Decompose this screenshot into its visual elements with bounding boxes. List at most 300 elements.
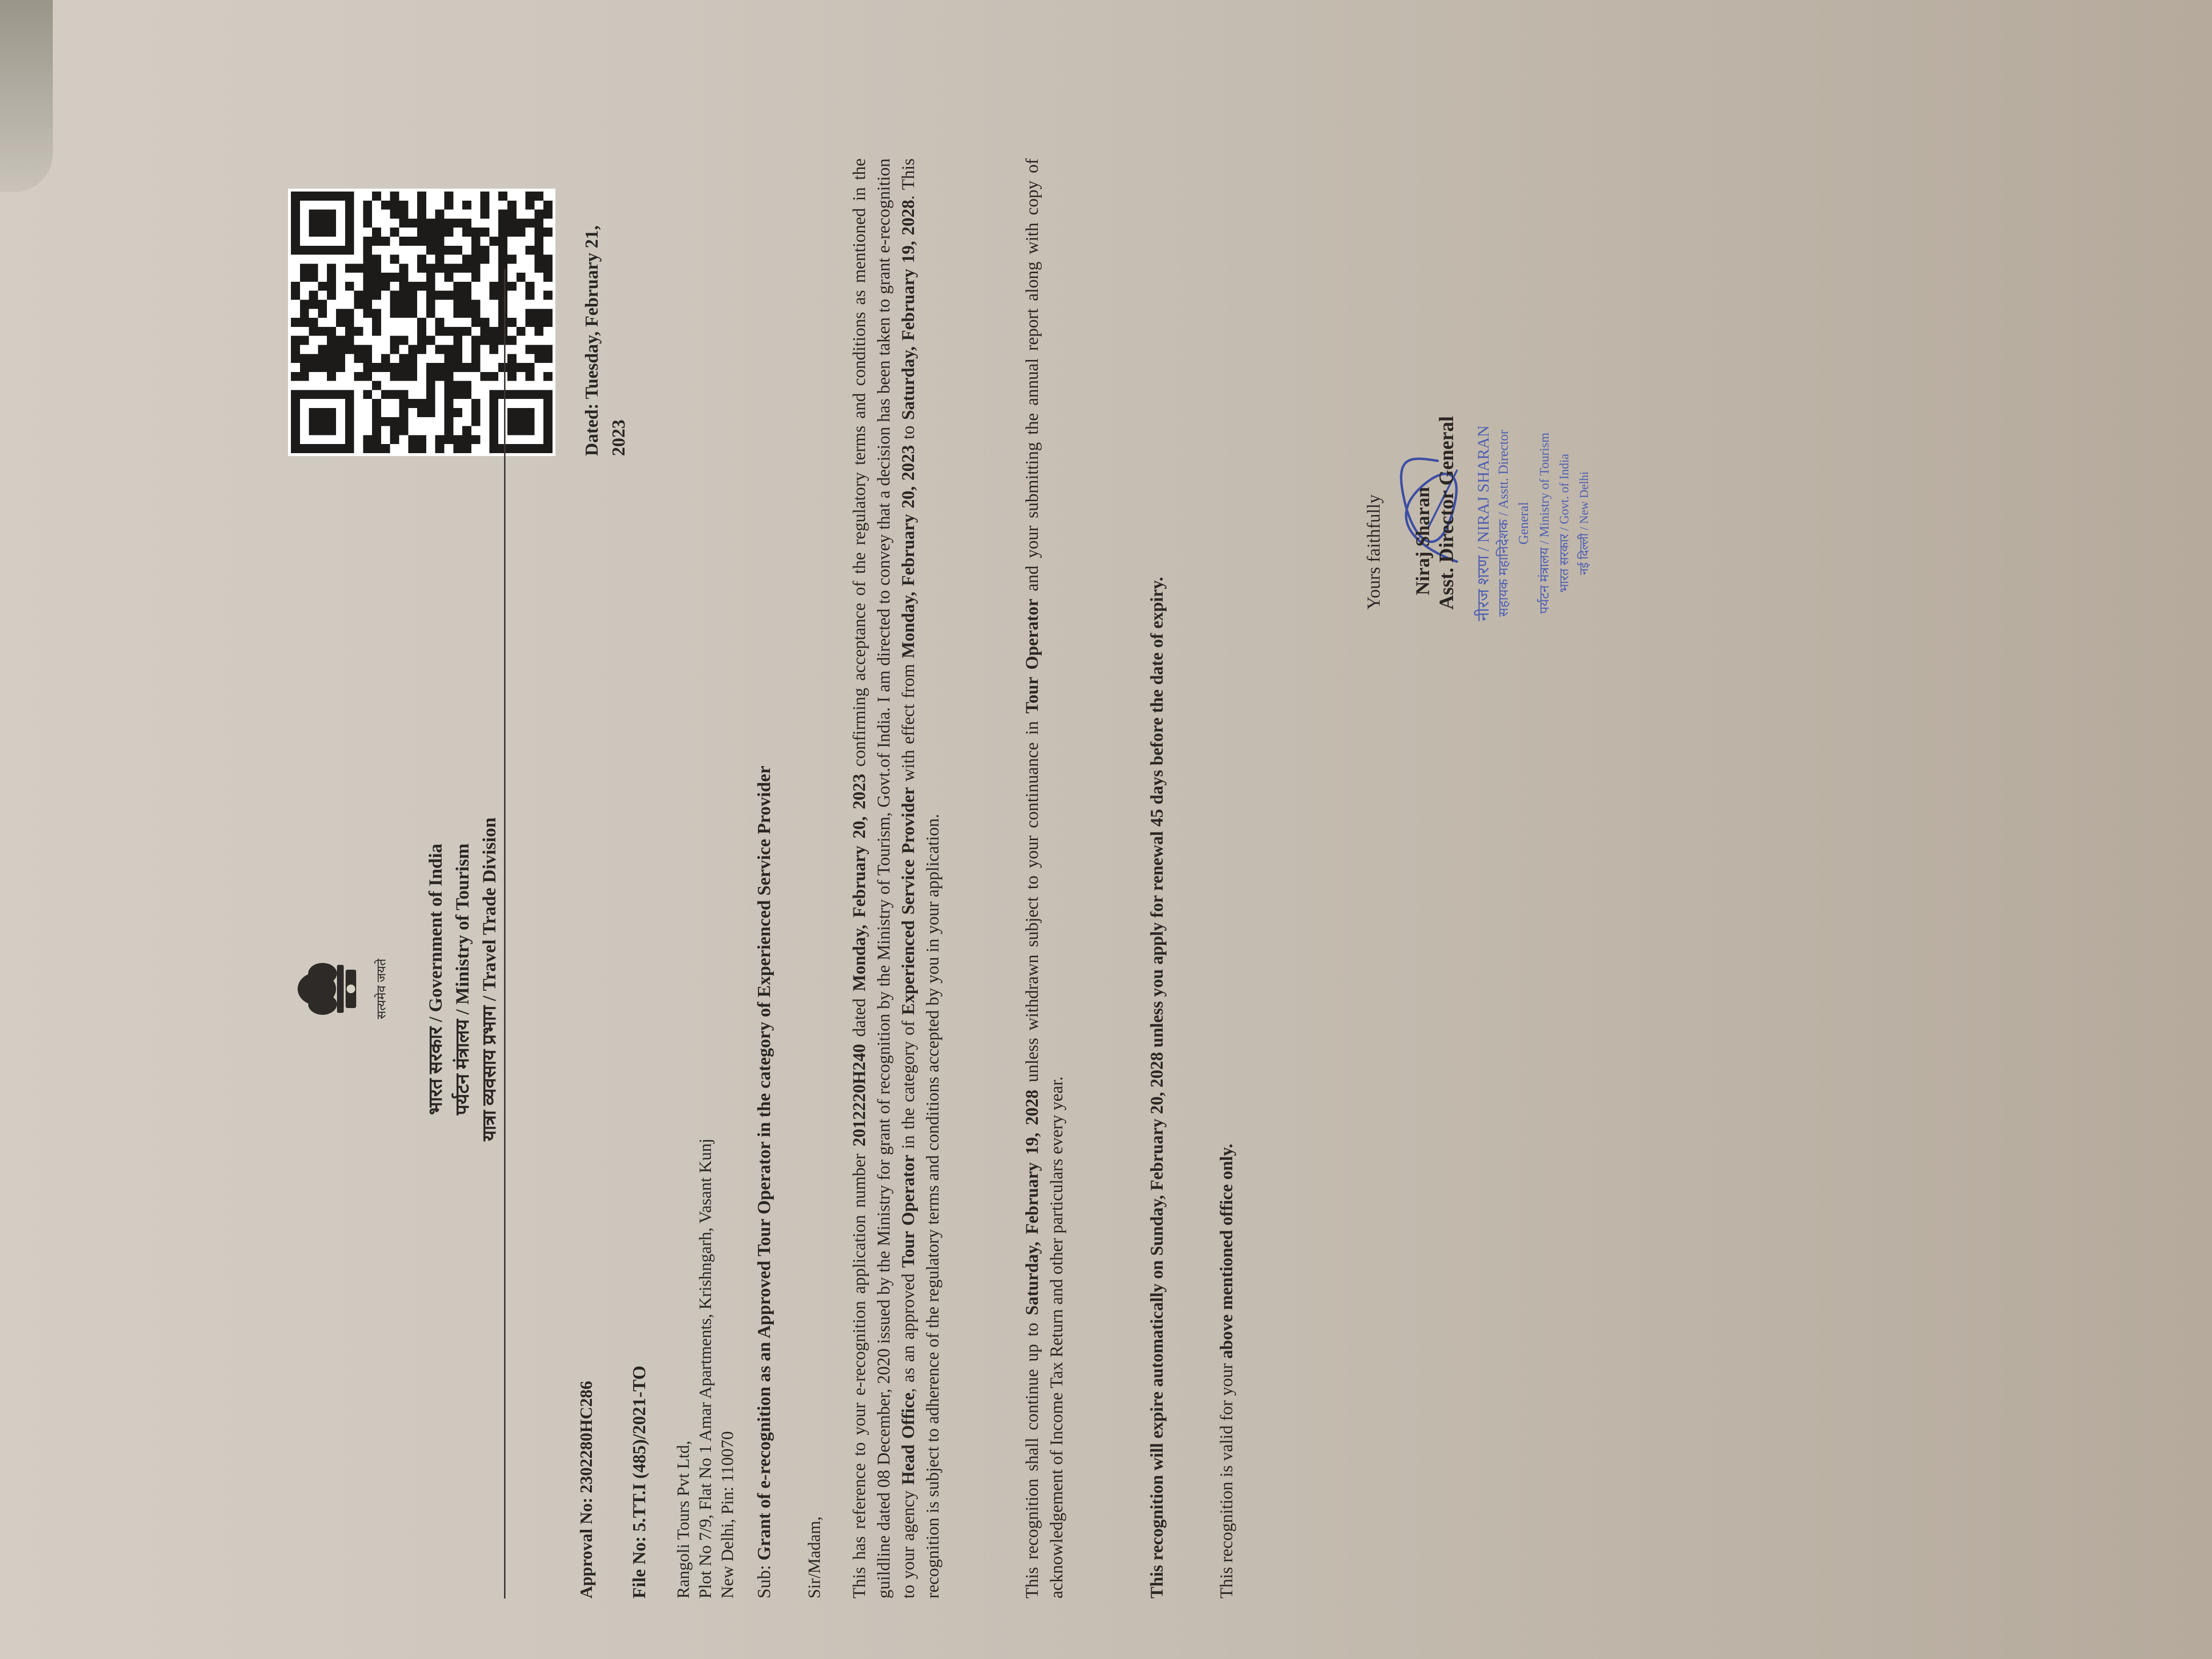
para2-text-3: and your submitting the annual report along with copy of acknowledgement of Income Tax Return and other particulars every year. (1022, 158, 1067, 1599)
qr-module (363, 363, 372, 372)
qr-module (444, 264, 453, 273)
qr-module (453, 444, 462, 453)
qr-module (534, 218, 543, 228)
qr-module (453, 408, 462, 417)
emblem-motto: सत्यमेव जयते (374, 959, 388, 1019)
qr-module (426, 336, 435, 345)
addressee-block (672, 1139, 738, 1599)
qr-module (534, 354, 543, 363)
para1-text-2: dated (850, 991, 869, 1044)
official-stamp (1474, 408, 1595, 638)
qr-module (453, 282, 462, 291)
qr-module (417, 336, 426, 345)
qr-module (381, 363, 390, 372)
qr-module (471, 264, 481, 273)
qr-module (444, 327, 453, 336)
qr-module (498, 327, 507, 336)
qr-module (526, 309, 535, 318)
qr-module (372, 255, 381, 264)
qr-module (318, 354, 327, 363)
qr-module (471, 408, 481, 417)
qr-module (372, 408, 381, 417)
qr-module (543, 354, 553, 363)
approval-number: Approval No: 2302280HC286 (577, 1381, 596, 1599)
qr-module (300, 309, 309, 318)
qr-module (498, 255, 507, 264)
qr-module (372, 444, 381, 453)
qr-code-icon (288, 189, 555, 456)
qr-module (543, 309, 553, 318)
qr-module (498, 192, 507, 201)
para2-text-1: This recognition shall continue up to (1022, 1315, 1042, 1599)
qr-module (399, 390, 409, 399)
qr-module (507, 363, 517, 372)
qr-module (345, 327, 354, 336)
qr-module (534, 255, 543, 264)
qr-module (336, 363, 345, 372)
qr-module (481, 210, 490, 219)
qr-module (399, 237, 409, 246)
qr-module (318, 345, 327, 354)
subject-line (754, 158, 775, 1599)
qr-module (462, 228, 471, 237)
qr-module (444, 363, 453, 372)
qr-module (462, 381, 471, 390)
qr-module (300, 363, 309, 372)
qr-module (453, 246, 462, 255)
qr-module (534, 327, 543, 336)
qr-module (363, 444, 372, 453)
qr-module (435, 255, 445, 264)
qr-module (498, 273, 507, 282)
qr-module (354, 264, 363, 273)
addressee-street: Plot No 7/9, Flat No 1 Amar Apartments, Krishngarh, Vasant Kunj (696, 1138, 715, 1599)
qr-module (435, 318, 445, 327)
qr-module (354, 345, 363, 354)
qr-module (435, 218, 445, 228)
background-shadow (0, 0, 53, 192)
qr-module (363, 345, 372, 354)
qr-module (471, 255, 481, 264)
qr-module (453, 218, 462, 228)
qr-module (309, 291, 318, 300)
qr-module (534, 237, 543, 246)
qr-module (372, 363, 381, 372)
qr-module (390, 309, 399, 318)
qr-module (426, 273, 435, 282)
qr-module (462, 327, 471, 336)
qr-module (408, 300, 417, 309)
qr-module (426, 309, 435, 318)
qr-module (345, 309, 354, 318)
qr-module (399, 399, 409, 408)
qr-module (543, 255, 553, 264)
qr-module (462, 282, 471, 291)
qr-module (399, 273, 409, 282)
qr-module (390, 372, 399, 381)
qr-module (291, 291, 300, 300)
qr-module (363, 201, 372, 210)
qr-module (471, 399, 481, 408)
qr-module (498, 228, 507, 237)
qr-module (462, 255, 471, 264)
qr-module (489, 345, 498, 354)
qr-module (444, 218, 453, 228)
qr-module (417, 345, 426, 354)
qr-module (345, 336, 354, 345)
qr-module (363, 372, 372, 381)
qr-module (381, 201, 390, 210)
qr-module (526, 246, 535, 255)
qr-module (390, 201, 399, 210)
qr-module (372, 318, 381, 327)
qr-module (444, 192, 453, 201)
qr-module (526, 201, 535, 210)
qr-module (327, 345, 336, 354)
qr-module (417, 435, 426, 444)
qr-module (453, 390, 462, 399)
qr-module (372, 399, 381, 408)
qr-module (372, 273, 381, 282)
qr-module (426, 264, 435, 273)
qr-module (309, 273, 318, 282)
qr-module (471, 435, 481, 444)
qr-module (462, 390, 471, 399)
qr-module (372, 237, 381, 246)
qr-module (399, 426, 409, 435)
qr-module (462, 291, 471, 300)
qr-module (390, 435, 399, 444)
qr-module (543, 264, 553, 273)
qr-module (489, 327, 498, 336)
qr-module (444, 426, 453, 435)
qr-module (435, 264, 445, 273)
qr-module (444, 291, 453, 300)
qr-module (399, 336, 409, 345)
qr-module (300, 354, 309, 363)
qr-module (534, 210, 543, 219)
qr-module (390, 390, 399, 399)
qr-module (507, 228, 517, 237)
qr-module (444, 345, 453, 354)
stamp-designation: सहायक महानिदेशक / Asstt. Director General (1496, 430, 1531, 617)
qr-module (526, 192, 535, 201)
qr-module (426, 372, 435, 381)
qr-module (471, 246, 481, 255)
qr-module (453, 327, 462, 336)
qr-module (363, 309, 372, 318)
qr-module (444, 246, 453, 255)
qr-module (426, 282, 435, 291)
para4-text-1: This recognition is valid for your (1217, 1358, 1237, 1599)
qr-module (408, 354, 417, 363)
qr-module (390, 273, 399, 282)
qr-module (471, 354, 481, 363)
qr-module (517, 218, 526, 228)
qr-module (309, 264, 318, 273)
qr-module (417, 237, 426, 246)
qr-module (381, 354, 390, 363)
qr-module (363, 300, 372, 309)
qr-module (471, 228, 481, 237)
qr-module (399, 210, 409, 219)
qr-module (327, 372, 336, 381)
qr-module (435, 372, 445, 381)
letterhead-government: भारत सरकार / Government of India (425, 843, 446, 1115)
qr-module (363, 246, 372, 255)
qr-module (408, 345, 417, 354)
qr-module (300, 300, 309, 309)
qr-module (363, 237, 372, 246)
qr-module (462, 218, 471, 228)
file-number: File No: 5.TT.I (485)/2021-TO (629, 1365, 649, 1599)
qr-module (336, 318, 345, 327)
qr-module (471, 363, 481, 372)
qr-module (498, 246, 507, 255)
qr-finder-pattern (309, 408, 336, 435)
qr-module (390, 336, 399, 345)
qr-module (363, 435, 372, 444)
qr-module (381, 282, 390, 291)
qr-module (390, 417, 399, 426)
qr-module (291, 336, 300, 345)
qr-module (471, 417, 481, 426)
para1-text-5: in the category of (899, 1015, 918, 1155)
body-paragraph-validity (1214, 158, 1239, 1599)
body-paragraph-expiry (1145, 158, 1169, 1599)
qr-module (453, 381, 462, 390)
qr-module (453, 291, 462, 300)
qr-module (372, 291, 381, 300)
qr-module (498, 282, 507, 291)
addressee-city: New Delhi, Pin: 110070 (718, 1431, 737, 1599)
qr-module (498, 264, 507, 273)
application-number: 2012220H240 (850, 1044, 869, 1147)
qr-finder-pattern (507, 408, 534, 435)
qr-module (408, 363, 417, 372)
qr-module (444, 228, 453, 237)
qr-module (372, 309, 381, 318)
qr-module (300, 318, 309, 327)
qr-module (408, 291, 417, 300)
qr-module (426, 246, 435, 255)
qr-module (489, 372, 498, 381)
qr-finder-pattern (309, 210, 336, 237)
qr-module (363, 210, 372, 219)
qr-module (417, 228, 426, 237)
qr-module (481, 192, 490, 201)
qr-module (399, 417, 409, 426)
body-paragraph-continuance (1020, 158, 1069, 1599)
qr-module (435, 237, 445, 246)
qr-module (526, 291, 535, 300)
qr-module (453, 336, 462, 345)
qr-module (462, 435, 471, 444)
qr-module (300, 372, 309, 381)
qr-module (543, 228, 553, 237)
qr-module (381, 237, 390, 246)
qr-module (309, 327, 318, 336)
qr-module (453, 309, 462, 318)
qr-module (453, 363, 462, 372)
qr-module (507, 282, 517, 291)
qr-module (517, 273, 526, 282)
stamp-city: नई दिल्ली / New Delhi (1578, 471, 1591, 575)
qr-module (462, 363, 471, 372)
qr-module (444, 273, 453, 282)
qr-module (363, 282, 372, 291)
qr-module (534, 345, 543, 354)
qr-module (390, 345, 399, 354)
qr-module (462, 300, 471, 309)
qr-module (444, 408, 453, 417)
agency-office: Head Office (899, 1392, 918, 1485)
qr-module (507, 210, 517, 219)
qr-module (534, 309, 543, 318)
qr-module (417, 210, 426, 219)
qr-module (381, 417, 390, 426)
qr-module (435, 210, 445, 219)
qr-module (526, 318, 535, 327)
qr-module (453, 300, 462, 309)
qr-module (327, 264, 336, 273)
application-date: Monday, February 20, 2023 (850, 773, 869, 992)
effective-to-date: Saturday, February 19, 2028 (899, 200, 918, 420)
qr-module (481, 318, 490, 327)
qr-module (498, 218, 507, 228)
qr-module (390, 300, 399, 309)
qr-module (498, 336, 507, 345)
para1-text-1: This has reference to your e-recognition application number (850, 1146, 869, 1599)
qr-module (381, 390, 390, 399)
letter-date: Dated: Tuesday, February 21, 2023 (582, 225, 629, 456)
qr-module (426, 399, 435, 408)
qr-module (408, 399, 417, 408)
qr-module (327, 291, 336, 300)
qr-module (399, 264, 409, 273)
qr-module (435, 327, 445, 336)
qr-module (318, 282, 327, 291)
qr-module (345, 345, 354, 354)
qr-module (526, 218, 535, 228)
qr-module (498, 237, 507, 246)
qr-module (399, 309, 409, 318)
qr-module (444, 381, 453, 390)
qr-module (526, 372, 535, 381)
qr-module (534, 228, 543, 237)
qr-module (399, 354, 409, 363)
qr-module (498, 300, 507, 309)
qr-module (471, 273, 481, 282)
qr-module (543, 345, 553, 354)
qr-module (327, 327, 336, 336)
qr-module (345, 264, 354, 273)
qr-module (399, 291, 409, 300)
qr-module (318, 300, 327, 309)
qr-module (507, 201, 517, 210)
qr-module (372, 381, 381, 390)
qr-module (444, 399, 453, 408)
qr-module (399, 300, 409, 309)
state-emblem-icon (283, 950, 379, 1027)
expiry-notice: This recognition will expire automatically on Sunday, February 20, 2028 unless you apply for renewal 45 days before the date of expiry. (1147, 577, 1167, 1599)
para1-text-4: , as an approved (899, 1268, 918, 1393)
salutation: Sir/Madam, (805, 1516, 824, 1599)
qr-module (453, 435, 462, 444)
para1-text-8: . This recognition is subject to adherence of the regulatory terms and conditions accepted by you in your application. (899, 158, 943, 1599)
qr-module (399, 218, 409, 228)
qr-module (517, 228, 526, 237)
qr-module (417, 318, 426, 327)
qr-module (444, 201, 453, 210)
qr-module (345, 318, 354, 327)
qr-module (507, 354, 517, 363)
qr-module (408, 218, 417, 228)
qr-module (471, 300, 481, 309)
qr-module (543, 210, 553, 219)
qr-module (354, 300, 363, 309)
qr-module (363, 264, 372, 273)
qr-module (534, 246, 543, 255)
addressee-company: Rangoli Tours Pvt Ltd, (673, 1441, 693, 1599)
qr-module (300, 273, 309, 282)
effective-from-date: Monday, February 20, 2023 (899, 445, 918, 659)
qr-module (543, 273, 553, 282)
recognition-type: Tour Operator (899, 1154, 918, 1268)
qr-module (390, 363, 399, 372)
qr-module (363, 390, 372, 399)
qr-module (417, 408, 426, 417)
qr-module (417, 264, 426, 273)
qr-module (471, 318, 481, 327)
qr-module (372, 264, 381, 273)
qr-module (526, 345, 535, 354)
qr-module (489, 336, 498, 345)
qr-module (498, 318, 507, 327)
qr-module (309, 363, 318, 372)
letterhead-division: यात्रा व्यवसाय प्रभाग / Travel Trade Division (479, 817, 500, 1142)
stamp-ministry: पर्यटन मंत्रालय / Ministry of Tourism (1537, 433, 1551, 614)
qr-module (489, 237, 498, 246)
qr-module (471, 336, 481, 345)
qr-module (291, 282, 300, 291)
qr-module (444, 372, 453, 381)
qr-module (363, 354, 372, 363)
recognition-category: Experienced Service Provider (899, 787, 918, 1015)
qr-module (291, 345, 300, 354)
qr-module (526, 282, 535, 291)
qr-module (399, 363, 409, 372)
qr-module (417, 255, 426, 264)
stamp-government: भारत सरकार / Govt. of India (1557, 454, 1571, 593)
qr-module (507, 372, 517, 381)
qr-module (291, 372, 300, 381)
qr-module (327, 354, 336, 363)
qr-module (489, 282, 498, 291)
qr-module (354, 291, 363, 300)
qr-module (417, 201, 426, 210)
letterhead (422, 715, 503, 1243)
header-divider (504, 269, 505, 1599)
qr-module (408, 435, 417, 444)
qr-module (354, 354, 363, 363)
qr-module (417, 399, 426, 408)
qr-module (408, 444, 417, 453)
qr-module (372, 417, 381, 426)
qr-module (498, 309, 507, 318)
letterhead-ministry: पर्यटन मंत्रालय / Ministry of Tourism (452, 843, 473, 1116)
qr-module (426, 363, 435, 372)
